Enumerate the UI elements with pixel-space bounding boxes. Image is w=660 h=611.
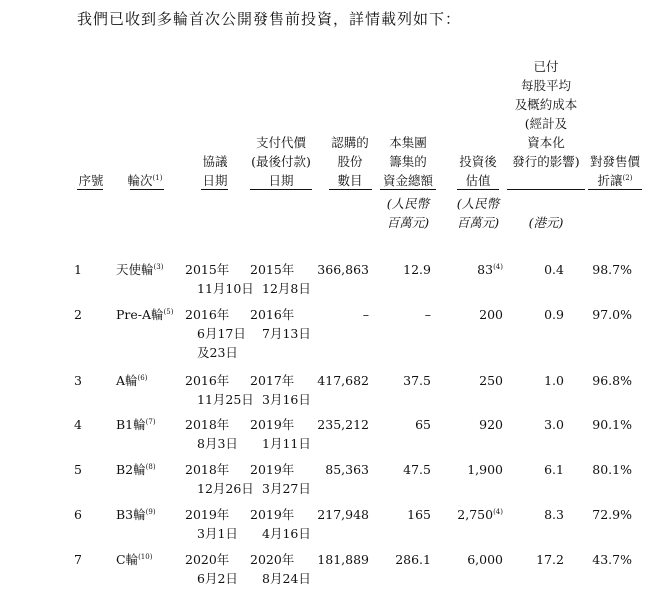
date-line: 2019年 <box>250 462 295 477</box>
date-line: 3月16日 <box>262 392 311 407</box>
row-raised: 37.5 <box>403 373 431 388</box>
unit-raised <box>377 194 439 232</box>
date-line: 12月26日 <box>197 481 254 496</box>
row-payment-date <box>250 305 311 343</box>
row-valuation <box>477 260 503 279</box>
row-valuation-text: 1,900 <box>467 462 503 477</box>
row-agreement-date <box>185 371 254 409</box>
header-underline <box>77 189 103 190</box>
row-valuation <box>479 415 503 434</box>
header-round-note: (1) <box>152 173 163 182</box>
row-shares: 417,682 <box>317 373 369 388</box>
date-line: 6月2日 <box>197 571 238 586</box>
unit-valuation-line: 百萬元) <box>456 215 500 230</box>
header-underline <box>329 189 372 190</box>
header-discount-line <box>582 171 648 190</box>
date-line: 2020年 <box>250 552 295 567</box>
unit-valuation-line: (人民幣 <box>456 196 500 211</box>
row-cost: 8.3 <box>544 507 564 522</box>
header-cost-line: 發行的影響) <box>512 154 580 169</box>
header-round-text: 輪次 <box>127 173 153 188</box>
row-payment-date <box>250 550 311 588</box>
row-valuation <box>457 505 503 524</box>
header-payment-line: (最後付款) <box>251 154 311 169</box>
row-valuation <box>467 460 503 479</box>
row-payment-date <box>250 505 311 543</box>
header-valuation <box>447 152 509 190</box>
row-valuation-text: 83 <box>477 262 494 277</box>
unit-raised-line: (人民幣 <box>386 196 430 211</box>
date-line: 2015年 <box>185 262 230 277</box>
unit-cost-line: (港元) <box>528 215 564 230</box>
intro-text: 我們已收到多輪首次公開發售前投資，詳情載列如下： <box>77 10 462 28</box>
header-agreement-line: 協議 <box>202 154 228 169</box>
header-shares-line: 數目 <box>337 173 363 188</box>
row-payment-date <box>250 371 311 409</box>
row-shares: 366,863 <box>317 262 369 277</box>
header-round <box>118 171 172 190</box>
row-round-note: (5) <box>163 307 174 316</box>
row-shares: – <box>362 307 369 322</box>
row-round-text: A輪 <box>116 373 138 388</box>
date-line: 11月10日 <box>197 281 254 296</box>
row-no: 7 <box>74 552 82 567</box>
row-valuation-note: (4) <box>493 262 503 271</box>
row-discount: 80.1% <box>592 462 632 477</box>
row-cost: 6.1 <box>544 462 564 477</box>
date-line: 2016年 <box>250 307 295 322</box>
row-valuation <box>479 305 503 324</box>
header-agreement-line: 日期 <box>202 173 228 188</box>
header-no <box>71 171 111 190</box>
row-valuation-text: 2,750 <box>457 507 494 522</box>
row-discount: 97.0% <box>592 307 632 322</box>
date-line: 2015年 <box>250 262 295 277</box>
row-shares: 85,363 <box>325 462 369 477</box>
header-underline <box>201 189 228 190</box>
row-round <box>116 415 156 434</box>
row-shares: 217,948 <box>317 507 369 522</box>
date-line: 2019年 <box>250 507 295 522</box>
row-round <box>116 505 156 524</box>
unit-valuation <box>447 194 509 232</box>
row-round-note: (6) <box>137 373 148 382</box>
row-agreement-date <box>185 460 254 498</box>
header-underline <box>250 189 312 190</box>
row-round-text: 天使輪 <box>116 262 154 277</box>
row-raised: 65 <box>415 417 431 432</box>
row-round <box>116 550 152 569</box>
row-valuation <box>467 550 503 569</box>
row-no: 3 <box>74 373 82 388</box>
row-round-note: (3) <box>153 262 164 271</box>
date-line: 2018年 <box>185 417 230 432</box>
row-discount: 90.1% <box>592 417 632 432</box>
header-underline <box>507 189 585 190</box>
header-underline <box>380 189 436 190</box>
row-cost: 0.4 <box>544 262 564 277</box>
row-round-text: B2輪 <box>116 462 146 477</box>
date-line: 2020年 <box>185 552 230 567</box>
date-line: 2016年 <box>185 307 230 322</box>
row-raised: 286.1 <box>395 552 431 567</box>
row-valuation <box>479 371 503 390</box>
row-round <box>116 371 147 390</box>
header-cost-line: 資本化 <box>527 135 565 150</box>
header-cost-line: 每股平均 <box>520 78 571 93</box>
row-discount: 72.9% <box>592 507 632 522</box>
header-round-label <box>118 171 172 190</box>
header-raised-line: 籌集的 <box>389 154 427 169</box>
row-valuation-note: (4) <box>493 507 503 516</box>
header-cost-line: (經計及 <box>524 116 568 131</box>
date-line: 11月25日 <box>197 392 254 407</box>
row-discount: 43.7% <box>592 552 632 567</box>
header-underline <box>457 189 499 190</box>
date-line: 2019年 <box>250 417 295 432</box>
row-round-note: (7) <box>145 417 156 426</box>
row-agreement-date <box>185 505 238 543</box>
unit-cost <box>504 213 588 232</box>
row-no: 2 <box>74 307 82 322</box>
date-line: 2017年 <box>250 373 295 388</box>
row-no: 4 <box>74 417 82 432</box>
row-raised: – <box>424 307 431 322</box>
header-underline <box>130 189 164 190</box>
header-raised-line: 資金總額 <box>382 173 433 188</box>
date-line: 3月1日 <box>197 526 238 541</box>
header-cost-line: 已付 <box>533 59 559 74</box>
row-payment-date <box>250 460 311 498</box>
row-payment-date <box>250 260 311 298</box>
header-valuation-line: 估值 <box>465 173 491 188</box>
row-round-note: (8) <box>145 462 156 471</box>
date-line: 6月17日 <box>197 326 246 341</box>
date-line: 8月24日 <box>262 571 311 586</box>
row-round-note: (9) <box>145 507 156 516</box>
header-discount <box>582 152 648 190</box>
row-agreement-date <box>185 550 238 588</box>
date-line: 8月3日 <box>197 436 238 451</box>
date-line: 4月16日 <box>262 526 311 541</box>
row-round-note: (10) <box>138 552 153 561</box>
row-cost: 3.0 <box>544 417 564 432</box>
row-raised: 47.5 <box>403 462 431 477</box>
header-discount-note: (2) <box>622 173 633 182</box>
row-no: 5 <box>74 462 82 477</box>
header-shares-line: 股份 <box>337 154 363 169</box>
row-cost: 17.2 <box>536 552 564 567</box>
row-round <box>116 260 163 279</box>
header-cost-line: 及概約成本 <box>514 97 578 112</box>
date-line: 3月27日 <box>262 481 311 496</box>
row-payment-date <box>250 415 311 453</box>
unit-raised-line: 百萬元) <box>386 215 430 230</box>
date-line: 1月11日 <box>262 436 311 451</box>
row-shares: 181,889 <box>317 552 369 567</box>
row-no: 6 <box>74 507 82 522</box>
header-valuation-line: 投資後 <box>459 154 497 169</box>
row-cost: 0.9 <box>544 307 564 322</box>
row-round-text: B3輪 <box>116 507 146 522</box>
header-no-label: 序號 <box>78 173 104 188</box>
header-raised <box>377 133 439 190</box>
row-round <box>116 460 156 479</box>
row-valuation-text: 920 <box>479 417 503 432</box>
row-agreement-date <box>185 305 246 362</box>
header-discount-text: 折讓 <box>597 173 623 188</box>
date-line: 2016年 <box>185 373 230 388</box>
header-underline <box>588 189 642 190</box>
row-agreement-date <box>185 260 254 298</box>
header-cost <box>504 57 588 171</box>
row-raised: 165 <box>407 507 431 522</box>
row-valuation-text: 200 <box>479 307 503 322</box>
row-cost: 1.0 <box>544 373 564 388</box>
date-line: 12月8日 <box>262 281 311 296</box>
row-valuation-text: 250 <box>479 373 503 388</box>
row-discount: 98.7% <box>592 262 632 277</box>
date-line: 及23日 <box>197 345 238 360</box>
header-shares-line: 認購的 <box>331 135 369 150</box>
row-round-text: Pre-A輪 <box>116 307 164 322</box>
row-valuation-text: 6,000 <box>467 552 503 567</box>
header-payment-date <box>244 133 318 190</box>
row-no: 1 <box>74 262 82 277</box>
row-round-text: C輪 <box>116 552 139 567</box>
header-raised-line: 本集團 <box>389 135 427 150</box>
header-shares <box>322 133 378 190</box>
date-line: 2018年 <box>185 462 230 477</box>
header-agreement-date <box>188 152 242 190</box>
row-raised: 12.9 <box>403 262 431 277</box>
header-discount-line: 對發售價 <box>589 154 640 169</box>
row-agreement-date <box>185 415 238 453</box>
row-shares: 235,212 <box>317 417 369 432</box>
row-round-text: B1輪 <box>116 417 146 432</box>
header-payment-line: 支付代價 <box>255 135 306 150</box>
date-line: 7月13日 <box>262 326 311 341</box>
row-discount: 96.8% <box>592 373 632 388</box>
header-payment-line: 日期 <box>268 173 294 188</box>
row-round <box>116 305 173 324</box>
date-line: 2019年 <box>185 507 230 522</box>
